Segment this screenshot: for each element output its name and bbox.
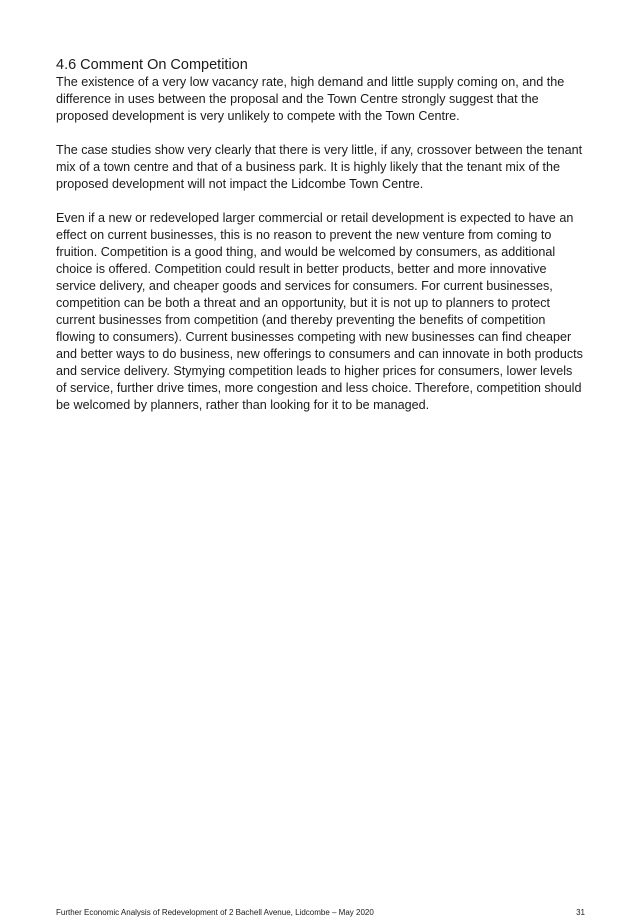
- paragraph-competition: Even if a new or redeveloped larger commercial or retail development is expected to have an effect on current businesses, this is no reason to prevent the new venture from coming to fruition. Competition is a good thing, and would be welcomed by consumers, as additional choice is offered. Competition could result in better products, better and more innovative service delivery, and cheaper goods and services for consumers. For current businesses, competition can be both a threat and an opportunity, but it is not up to planners to protect current businesses from competition (and thereby preventing the benefits of competition flowing to consumers). Current businesses competing with new businesses can find cheaper and better ways to do business, new offerings to consumers and can innovate in both products and service delivery. Stymying competition leads to higher prices for consumers, lower levels of service, further drive times, more congestion and less choice. Therefore, competition should be welcomed by planners, rather than looking for it to be managed.: [56, 211, 583, 412]
- paragraph-case-studies: The case studies show very clearly that there is very little, if any, crossover between the tenant mix of a town centre and that of a business park. It is highly likely that the tenant mix of the proposed development will not impact the Lidcombe Town Centre.: [56, 143, 583, 191]
- section-heading: 4.6 Comment On Competition: [56, 57, 248, 73]
- section-body: [56, 74, 586, 431]
- paragraph-vacancy: The existence of a very low vacancy rate, high demand and little supply coming on, and the difference in uses between the proposal and the Town Centre strongly suggest that the proposed development is very unlikely to compete with the Town Centre.: [56, 75, 565, 123]
- footer-page-number: 31: [576, 908, 585, 917]
- footer-document-title: Further Economic Analysis of Redevelopment of 2 Bachell Avenue, Lidcombe – May 2020: [56, 908, 374, 917]
